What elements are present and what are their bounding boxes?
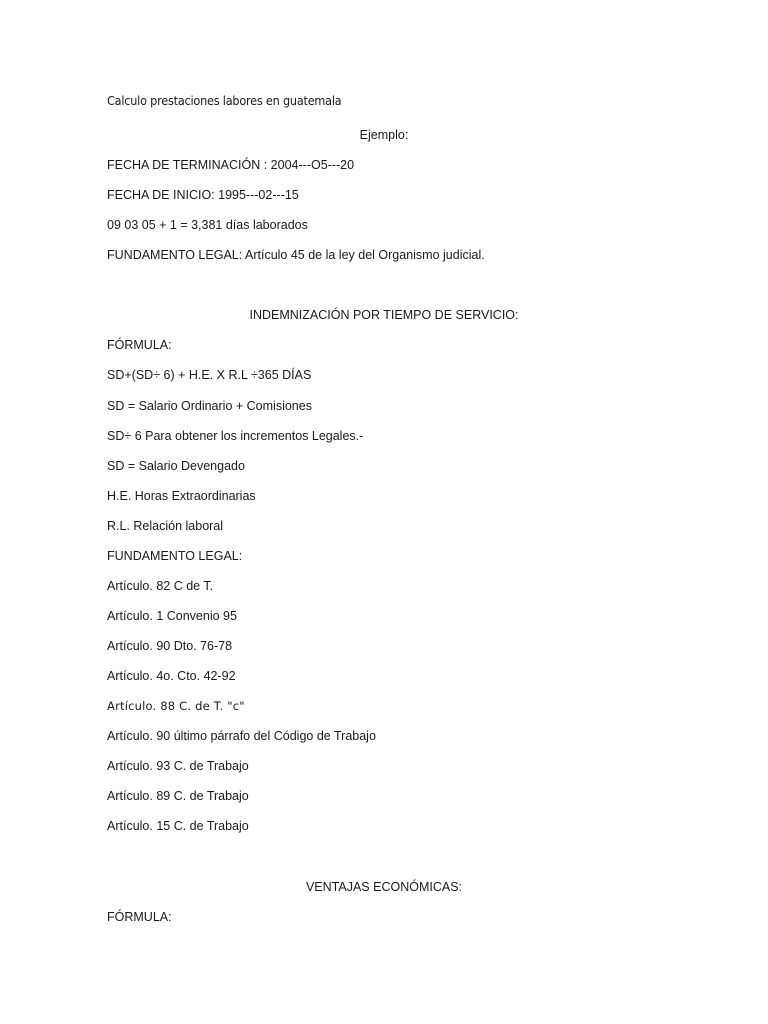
start-date-line: FECHA DE INICIO: 1995---02---15	[107, 188, 299, 202]
economic-advantages-heading: VENTAJAS ECONÓMICAS:	[305, 880, 463, 894]
document-title: Calculo prestaciones labores en guatemala	[107, 93, 342, 108]
article-line: Artículo. 90 último párrafo del Código de Trabajo	[107, 729, 376, 743]
formula-label-2: FÓRMULA:	[107, 910, 172, 924]
end-date-line: FECHA DE TERMINACIÓN : 2004---O5---20	[107, 158, 355, 172]
legal-basis-line: FUNDAMENTO LEGAL: Artículo 45 de la ley del Organismo judicial.	[107, 248, 485, 262]
indemnization-heading: INDEMNIZACIÓN POR TIEMPO DE SERVICIO:	[249, 308, 519, 322]
article-line: Artículo. 1 Convenio 95	[107, 609, 237, 623]
definition-rl: R.L. Relación laboral	[107, 519, 224, 533]
definition-sd-earned: SD = Salario Devengado	[107, 459, 245, 473]
formula-line: SD+(SD÷ 6) + H.E. X R.L ÷365 DÍAS	[107, 368, 312, 382]
definition-sd-six: SD÷ 6 Para obtener los incrementos Legales.-	[107, 429, 364, 443]
article-line: Artículo. 4o. Cto. 42-92	[107, 669, 236, 683]
article-line: Artículo. 90 Dto. 76-78	[107, 639, 233, 653]
example-heading: Ejemplo:	[359, 128, 409, 142]
definition-he: H.E. Horas Extraordinarias	[107, 489, 256, 503]
article-line: Artículo. 88 C. de T. "c"	[107, 699, 245, 713]
article-line: Artículo. 82 C de T.	[107, 579, 214, 593]
days-worked-line: 09 03 05 + 1 = 3,381 días laborados	[107, 218, 308, 232]
definition-sd-ordinary: SD = Salario Ordinario + Comisiones	[107, 399, 312, 413]
formula-label: FÓRMULA:	[107, 338, 172, 352]
article-line: Artículo. 15 C. de Trabajo	[107, 819, 249, 833]
article-line: Artículo. 89 C. de Trabajo	[107, 789, 249, 803]
legal-basis-heading: FUNDAMENTO LEGAL:	[107, 549, 243, 563]
article-line: Artículo. 93 C. de Trabajo	[107, 759, 249, 773]
